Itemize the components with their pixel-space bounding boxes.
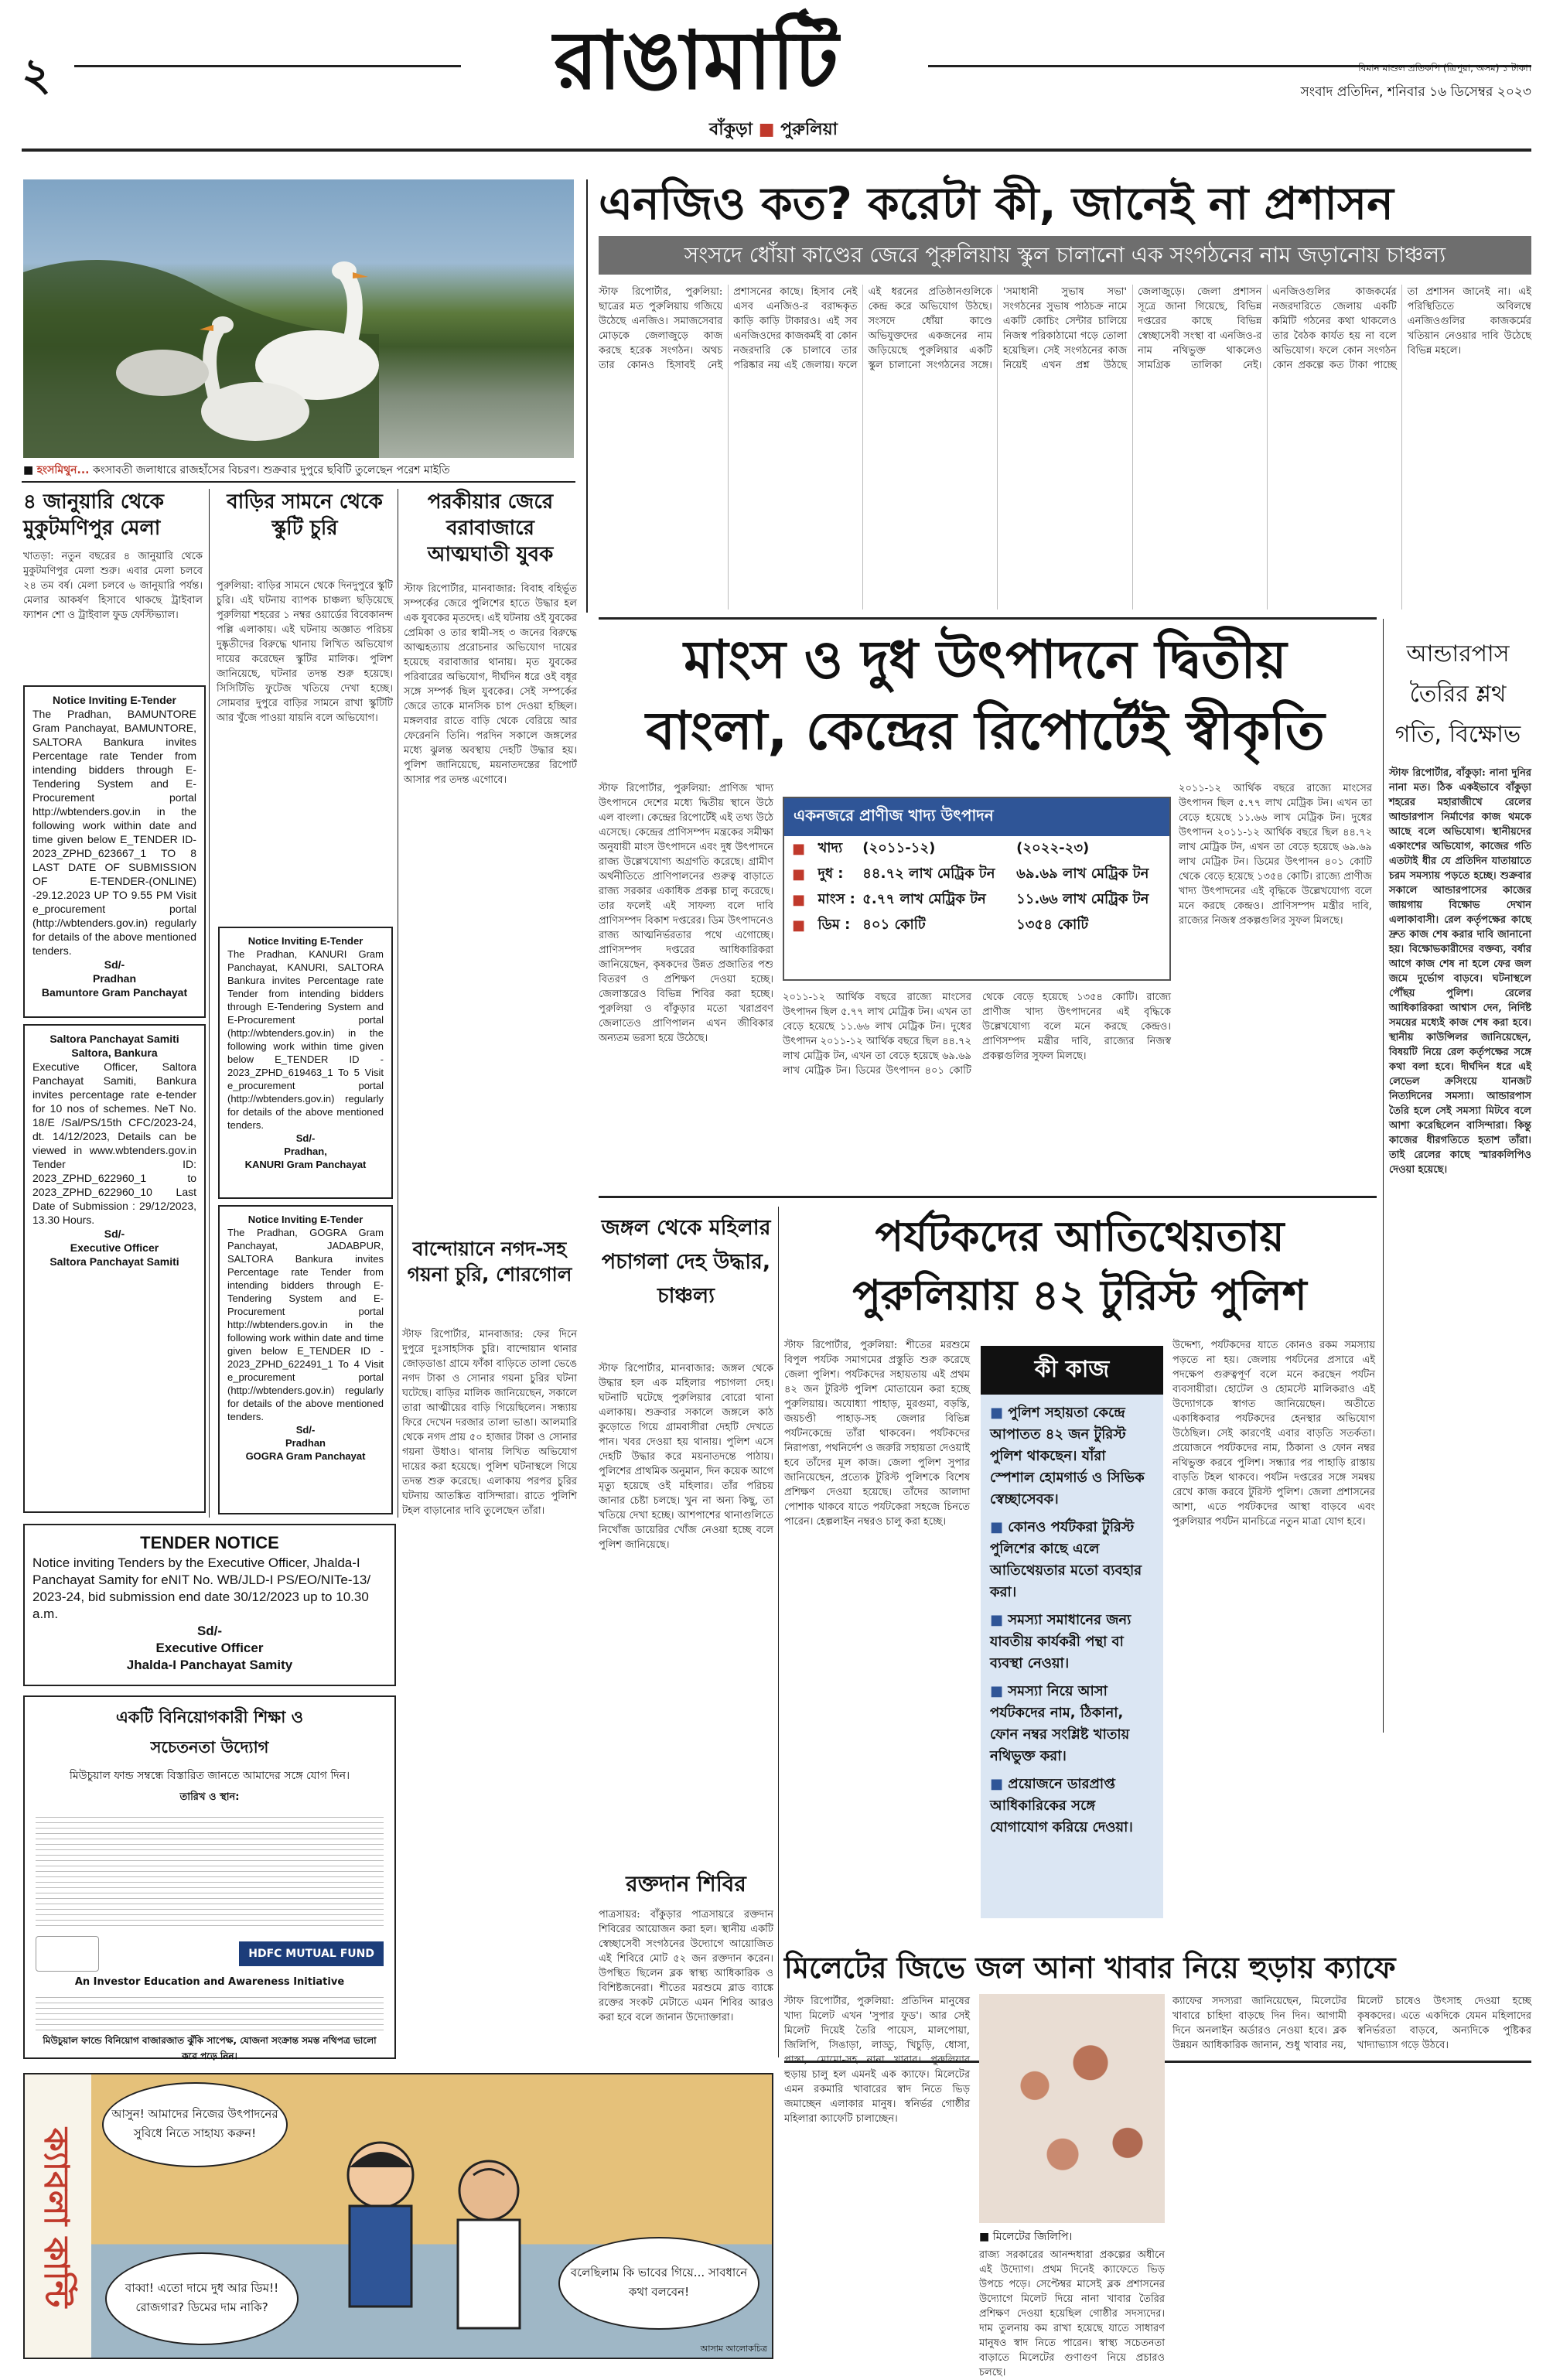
scooty-headline: বাড়ির সামনে থেকে স্কুটি চুরি	[227, 490, 383, 540]
table-cell: ১৩৫৪ কোটি	[1016, 917, 1089, 933]
tender-gogra-title: Notice Inviting E-Tender	[247, 1214, 364, 1225]
tourist-body: স্টাফ রিপোর্টার, পুরুলিয়া: শীতের মরশুমে বিপুল পর্যটক সমাগমের প্রস্তুতি শুরু করেছে জেলা পুলিশ। পর্যটকদের সহায়তায় এই প্রথম ৪২ জন টুরিস্ট পুলিশ মোতায়েন করা হচ্ছে পুরুলিয়ায়। অযোধ্যা পাহাড়, মুরগুমা, বড়ন্তি, জয়চণ্ডী পাহাড়-সহ জেলার বিভিন্ন পর্যটনকেন্দ্রে তাঁরা থাকবেন। পর্যটকদের নিরাপত্তা, পথনির্দেশ ও জরুরি সহায়তা দেওয়াই হবে তাঁদের মূল কাজ। জেলা পুলিশ সুপার জানিয়েছেন, প্রত্যেক টুরিস্ট পুলিশকে বিশেষ প্রশিক্ষণ দেওয়া হয়েছে। তাঁদের আলাদা পোশাক থাকবে যাতে পর্যটকেরা সহজে চিনতে পারেন। হেল্পলাইন নম্বরও চালু করা হচ্ছে।	[784, 1340, 970, 1528]
table-cell: ৫.৭৭ লাখ মেট্রিক টন	[862, 891, 986, 907]
goose-photo	[23, 179, 574, 458]
table-cell: ১১.৬৬ লাখ মেট্রিক টন	[1016, 891, 1149, 907]
suicide-headline: পরকীয়ার জেরে বরাবাজারে আত্মঘাতী যুবক	[427, 490, 554, 566]
table-cell: (২০২২-২৩)	[1016, 840, 1090, 856]
cartoon-characters	[319, 2121, 551, 2353]
jungle-body: স্টাফ রিপোর্টার, মানবাজার: জঙ্গল থেকে উদ্ধার হল এক মহিলার পচাগলা দেহ। ঘটনাটি ঘটেছে পুরুলিয়ার বোরো থানা এলাকায়। শুক্রবার সকালে জঙ্গলে কাঠ কুড়োতে গিয়ে গ্রামবাসীরা দেহটি দেখতে পান। খবর দেওয়া হয় থানায়। পুলিশ এসে দেহটি উদ্ধার করে ময়নাতদন্তে পাঠায়। পুলিশের প্রাথমিক অনুমান, দিন কয়েক আগে মৃত্যু হয়েছে ওই মহিলার। তাঁর পরিচয় জানার চেষ্টা চলছে। খুন না অন্য কিছু, তা খতিয়ে দেখা হচ্ছে। আশপাশের থানাগুলিতে নিখোঁজ ডায়েরির খোঁজ নেওয়া হচ্ছে বলে পুলিশ জানিয়েছে।	[599, 1363, 773, 1551]
tourist-box-item-text: সমস্যা সমাধানের জন্য যাবতীয় কার্যকরী পন্থা বা ব্যবস্থা নেওয়া।	[990, 1612, 1131, 1671]
tender-bamuntore-role: Pradhan	[92, 972, 136, 985]
caption-bullet-icon: ■	[23, 464, 37, 476]
table-bullet-icon: ■	[792, 841, 806, 857]
rule-meat-top	[599, 617, 1377, 620]
meat-table-grid	[784, 836, 1169, 938]
cartoon-bubble-3	[558, 2237, 759, 2330]
tender-jhalda-org: Jhalda-I Panchayat Samity	[126, 1658, 293, 1672]
edition-info	[1207, 62, 1531, 77]
tender-saltora-title: Saltora Panchayat Samiti	[49, 1033, 179, 1045]
table-cell: দুধ :	[817, 866, 844, 882]
millet-photo	[979, 1994, 1165, 2223]
cartoon-bubble-3-text: বলেছিলাম কি ভাবের গিয়ে... সাবধানে কথা বলবেন!	[570, 2266, 748, 2299]
tender-jhalda-sign: Sd/-	[196, 1624, 223, 1638]
table-cell: ৪৪.৭২ লাখ মেট্রিক টন	[862, 866, 995, 882]
cartoon-bubble-2	[105, 2252, 299, 2345]
lead-subhead	[599, 236, 1531, 275]
millet-caption-text: মিলেটের জিলিপি।	[992, 2231, 1073, 2243]
tourist-body-2: উদ্দেশ্য, পর্যটকদের যাতে কোনও রকম সমস্যায় পড়তে না হয়। জেলায় পর্যটনের প্রসারে এই পদক্ষেপ গুরুত্বপূর্ণ বলে মনে করছেন পর্যটন ব্যবসায়ীরা। হোটেল ও হোমস্টে মালিকরাও এই উদ্যোগকে স্বাগত জানিয়েছেন। অতীতে একাধিকবার পর্যটকদের হেনস্থার অভিযোগ উঠেছিল। সেই কারণেই এবার বাড়তি সতর্কতা। প্রয়োজনে পর্যটকদের নাম, ঠিকানা ও ফোন নম্বর নথিভুক্ত করবে পুলিশ। সন্ধ্যার পর পাহাড়ি রাস্তায় বাড়তি টহল থাকবে। পর্যটন দপ্তরের সঙ্গে সমন্বয় রেখে কাজ করবে টুরিস্ট পুলিশ। জেলা প্রশাসনের আশা, এতে পর্যটকদের আস্থা বাড়বে এবং পুরুলিয়ার পর্যটন মানচিত্রে নতুন মাত্রা যোগ হবে।	[1172, 1340, 1375, 1528]
blood-body: পাত্রসায়র: বাঁকুড়ার পাত্রসায়রে রক্তদান শিবিরের আয়োজন করা হল। স্থানীয় একটি স্বেচ্ছাসেবী সংগঠনের উদ্যোগে আয়োজিত এই শিবিরে মোট ৫২ জন রক্তদান করেন। উপস্থিত ছিলেন ব্লক স্বাস্থ্য আধিকারিক ও বিশিষ্টজনেরা। শীতের মরশুমে ব্লাড ব্যাঙ্কে রক্তের সংকট মেটাতে এমন শিবির আরও করা হবে বলে জানান উদ্যোক্তারা।	[599, 1909, 773, 2023]
suicide-body: স্টাফ রিপোর্টার, মানবাজার: বিবাহ বহির্ভূত সম্পর্কের জেরে পুলিশের হাতে উদ্ধার হল এক যুবকের মৃতদেহ। এই ঘটনায় ওই যুবকের প্রেমিকা ও তার স্বামী-সহ ৩ জনের বিরুদ্ধে আত্মহত্যায় প্ররোচনার অভিযোগ দায়ের হয়েছে বরাবাজার থানায়। মৃত যুবকের পরিবারের অভিযোগ, দীর্ঘদিন ধরে ওই বধূর সঙ্গে সম্পর্ক ছিল যুবকের। সেই সম্পর্কের জেরে তাকে মানসিক চাপ দেওয়া হচ্ছিল। মঙ্গলবার রাতে বাড়ি থেকে বেরিয়ে আর ফেরেননি তিনি। পরদিন সকালে জঙ্গলের মধ্যে ঝুলন্ত অবস্থায় দেহটি উদ্ধার হয়। পুলিশ জানিয়েছে, ময়নাতদন্তের রিপোর্ট আসার পর তদন্ত এগোবে।	[404, 583, 577, 786]
caption-tag: হংসমিথুন...	[36, 464, 90, 476]
cartoon-credit: আসাম আলোকচিত্র	[700, 2344, 767, 2354]
scooty-body: পুরুলিয়া: বাড়ির সামনে থেকে দিনদুপুরে স্কুটি চুরি। এই ঘটনায় ব্যাপক চাঞ্চল্য ছড়িয়েছে পুরুলিয়া শহরের ১ নম্বর ওয়ার্ডের বিবেকানন্দ পল্লি এলাকায়। এই ঘটনায় অজ্ঞাত পরিচয় দুষ্কৃতীদের বিরুদ্ধে থানায় লিখিত অভিযোগ দায়ের করেছেন স্কুটির মালিক। পুলিশ জানিয়েছে, ঘটনার তদন্ত শুরু হয়েছে। সিসিটিভি ফুটেজ খতিয়ে দেখা হচ্ছে। সোমবার দুপুরে বাড়ির সামনে রাখা স্কুটিটি আর খুঁজে পাওয়া যায়নি বলে অভিযোগ।	[217, 580, 393, 724]
investor-ad-fineprint	[36, 1812, 384, 1928]
tourist-box-item-text: সমস্যা নিয়ে আসা পর্যটকদের নাম, ঠিকানা, ফোন নম্বর সংশ্লিষ্ট খাতায় নথিভুক্ত করা।	[990, 1683, 1130, 1764]
jungle-headline: জঙ্গল থেকে মহিলার পচাগলা দেহ উদ্ধার, চাঞ্চল্য	[601, 1216, 771, 1308]
investor-ad-title1: একটি বিনিয়োগকারী শিক্ষা ও	[115, 1708, 304, 1726]
district-bankura: বাঁকুড়া	[708, 120, 753, 139]
table-cell: (২০১১-১২)	[862, 840, 936, 856]
tender-kanuri-sign: Sd/-	[295, 1132, 316, 1144]
tourist-box-title: কী কাজ	[981, 1346, 1163, 1395]
page-number: ২	[22, 48, 51, 101]
cartoon-bubble-1	[102, 2082, 288, 2167]
millet-body-2: রাজ্য সরকারের আনন্দধারা প্রকল্পের অধীনে এই উদ্যোগ। প্রথম দিনেই ক্যাফেতে ভিড় উপচে পড়ে। সেপ্টেম্বর মাসেই ব্লক প্রশাসনের উদ্যোগে মিলেট দিয়ে নানা খাবার তৈরির প্রশিক্ষণ দেওয়া হয়েছিল গোষ্ঠীর সদস্যদের। দাম তুলনায় কম রাখা হয়েছে যাতে সাধারণ মানুষও স্বাদ নিতে পারেন। স্বাস্থ্য সচেতনতা বাড়াতে মিলেটের গুণাগুণ নিয়ে প্রচারও চলছে।	[979, 2249, 1165, 2378]
tender-gogra-sign: Sd/-	[295, 1424, 316, 1436]
tender-bamuntore-org: Bamuntore Gram Panchayat	[41, 986, 188, 999]
rule-under-photo	[22, 481, 575, 483]
meat-body-2: ২০১১-১২ আর্থিক বছরে রাজ্যে মাংসের উৎপাদন ছিল ৫.৭৭ লাখ মেট্রিক টন। এখন তা বেড়ে হয়েছে ১১.৬৬ লাখ মেট্রিক টন। দুধের উৎপাদন ২০১১-১২ আর্থিক বছরে ছিল ৪৪.৭২ লাখ মেট্রিক টন, এখন তা বেড়ে হয়েছে ৬৯.৬৯ লাখ মেট্রিক টন। ডিমের উৎপাদন ৪০১ কোটি থেকে বেড়ে হয়েছে ১৩৫৪ কোটি। রাজ্যে প্রাণীজ খাদ্য উৎপাদনের এই বৃদ্ধিকে উল্লেখযোগ্য বলে মনে করছে কেন্দ্রও। প্রাণিসম্পদ মন্ত্রীর দাবি, রাজ্যের নিজস্ব প্রকল্পগুলির সুফল মিলছে।	[783, 992, 1171, 1077]
table-row	[784, 836, 1169, 862]
millet-body-3: ক্যাফের সদস্যরা জানিয়েছেন, মিলেটের খাবারে চাহিদা বাড়ছে দিন দিন। আগামী দিনে অনলাইন অর্ডারও নেওয়া হবে। ব্লক উন্নয়ন আধিকারিক জানান, শুধু খাবার নয়, মিলেট চাষেও উৎসাহ দেওয়া হচ্ছে কৃষকদের। এতে একদিকে যেমন মহিলাদের স্বনির্ভরতা বাড়বে, অন্যদিকে পুষ্টিকর খাদ্যাভ্যাস গড়ে উঠবে।	[1172, 1996, 1531, 2051]
millet-body: স্টাফ রিপোর্টার, পুরুলিয়া: প্রতিদিন মানুষের খাদ্য মিলেট এখন 'সুপার ফুড'। আর সেই মিলেট দিয়েই তৈরি পায়েস, মালপোয়া, জিলিপি, সিঙাড়া, লাড্ডু, খিচুড়ি, ধোসা, পাস্তা, মোমো-সহ নানা খাবার। পুরুলিয়ার হুড়ায় চালু হল এমনই এক ক্যাফে। মিলেটের এমন রকমারি খাবারের স্বাদ নিতে ভিড় জমাচ্ছেন এলাকার মানুষ। স্বনির্ভর গোষ্ঠীর মহিলারা ক্যাফেটি চালাচ্ছেন।	[784, 1996, 970, 2125]
azadi-logo-icon	[36, 1936, 99, 1972]
tender-jhalda-title: TENDER NOTICE	[140, 1533, 279, 1552]
table-bullet-icon: ■	[792, 917, 806, 934]
table-row	[784, 887, 1169, 913]
underpass-headline-2: তৈরির শ্লথ	[1409, 681, 1507, 708]
tender-gogra-body: The Pradhan, GOGRA Gram Panchayat, JADABPUR, SALTORA Bankura invites Percentage rate Tender from intending bidders through E-Tendering System and E-Procurement portal http://wbtenders.gov.in in the following work within date and time given below E_TENDER ID - 2023_ZPHD_622491_1 To 4 Visit e_procurement portal (http://wbtenders.gov.in) regularly for details of the above mentioned tenders.	[227, 1227, 384, 1422]
underpass-headline	[1384, 634, 1531, 755]
tender-bamuntore-title: Notice Inviting E-Tender	[53, 694, 176, 706]
table-bullet-icon: ■	[792, 892, 806, 908]
meat-headline-2: বাংলা, কেন্দ্রের রিপোর্টেই স্বীকৃতি	[646, 701, 1325, 762]
underpass-body: স্টাফ রিপোর্টার, বাঁকুড়া: নানা দুনির নানা মত। ঠিক একইভাবে বাঁকুড়া শহরের মহারাজীখে রেলের আন্ডারপাস নির্মাণের কাজ থমকে আছে বলে অভিযোগ। স্থানীয়দের একাংশের অভিযোগ, কাজের গতি এতটাই ধীর যে প্রতিদিন যাতায়াতে চরম সমস্যায় পড়তে হচ্ছে। শুক্রবার সকালে আন্ডারপাসের কাজের জায়গায় বিক্ষোভ দেখান এলাকাবাসী। রেল কর্তৃপক্ষের কাছে দ্রুত কাজ শেষ করার দাবি জানানো হয়। বিক্ষোভকারীদের বক্তব্য, বর্ষার আগে কাজ শেষ না হলে ফের জল জমে দুর্ভোগ বাড়বে। ঘটনাস্থলে পৌঁছয় পুলিশ। রেলের আধিকারিকরা আশ্বাস দেন, নির্দিষ্ট সময়ের মধ্যেই কাজ শেষ করা হবে। স্থানীয় কাউন্সিলর জানিয়েছেন, বিষয়টি নিয়ে রেল কর্তৃপক্ষের সঙ্গে কথা বলা হবে। দীর্ঘদিন ধরে এই লেভেল ক্রসিংয়ে যানজট নিত্যদিনের সমস্যা। আন্ডারপাস তৈরি হলে সেই সমস্যা মিটবে বলে আশা করেছিলেন বাসিন্দারা। কিন্তু কাজের ধীরগতিতে হতাশ তাঁরা। তাই রেলের কাছে স্মারকলিপিও দেওয়া হয়েছে।	[1389, 767, 1531, 1176]
tender-saltora-org: Saltora Panchayat Samiti	[49, 1255, 179, 1268]
col-divider-mid	[778, 1207, 779, 2057]
tourist-box-item-text: কোনও পর্যটকরা টুরিস্ট পুলিশের কাছে এলে আতিথেয়তার মতো ব্যবহার করা।	[990, 1519, 1142, 1600]
lead-headline: এনজিও কত? করেটা কী, জানেই না প্রশাসন	[599, 177, 1394, 230]
table-cell: ডিম :	[817, 917, 851, 933]
investor-ad-date-label: তারিখ ও স্থান:	[179, 1791, 240, 1803]
mukutmanipur-body: খাতড়া: নতুন বছরের ৪ জানুয়ারি থেকে মুকুটমণিপুর মেলা শুরু। এবার মেলা চলবে ২৪ তম বর্ষ। মেলা চলবে ৬ জানুয়ারি পর্যন্ত। মেলার আকর্ষণ হিসাবে থাকছে ট্রাইবাল ফ্যাশন শো ও ট্রাইবাল ফুড ফেস্টিভ্যাল।	[23, 551, 203, 621]
cartoon-strip	[23, 2073, 773, 2359]
tender-bamuntore-sign: Sd/-	[104, 958, 125, 971]
masthead-title: রাঙামাটি	[553, 13, 839, 108]
tender-kanuri-body: The Pradhan, KANURI Gram Panchayat, KANURI, SALTORA Bankura invites Percentage rate Tender from intending bidders through E-Tendering System and E-Procurement portal (http://wbtenders.gov.in) in the following work within time given below E_TENDER ID - 2023_ZPHD_619463_1 To 5 Visit e_procurement portal (http://wbtenders.gov.in) regularly for details of the above mentioned tenders.	[227, 948, 384, 1131]
tender-bamuntore	[23, 685, 206, 1018]
box-bullet-icon: ■	[990, 1683, 1009, 1699]
cartoon-bubble-1-text: আসুন! আমাদের নিজের উৎপাদনের সুবিধে নিতে সাহায্য করুন!	[111, 2107, 278, 2140]
meat-body-3: ২০১১-১২ আর্থিক বছরে রাজ্যে মাংসের উৎপাদন ছিল ৫.৭৭ লাখ মেট্রিক টন। এখন তা বেড়ে হয়েছে ১১.৬৬ লাখ মেট্রিক টন। দুধের উৎপাদন ২০১১-১২ আর্থিক বছরে ছিল ৪৪.৭২ লাখ মেট্রিক টন, এখন তা বেড়ে হয়েছে ৬৯.৬৯ লাখ মেট্রিক টন। ডিমের উৎপাদন ৪০১ কোটি থেকে বেড়ে হয়েছে ১৩৫৪ কোটি। রাজ্যে প্রাণীজ খাদ্য উৎপাদনের এই বৃদ্ধিকে উল্লেখযোগ্য বলে মনে করছে কেন্দ্রও। প্রাণিসম্পদ মন্ত্রীর দাবি, রাজ্যের নিজস্ব প্রকল্পগুলির সুফল মিলছে।	[1179, 783, 1372, 927]
tender-jhalda-role: Executive Officer	[155, 1641, 264, 1655]
tender-gogra-role: Pradhan	[285, 1437, 326, 1449]
tourist-headline-2: পুরুলিয়ায় ৪২ টুরিস্ট পুলিশ	[852, 1271, 1307, 1320]
tourist-box-item	[990, 1610, 1154, 1675]
masthead-bottom-rule	[22, 149, 1531, 152]
meat-table-title: একনজরে প্রাণীজ খাদ্য উৎপাদন	[784, 798, 1169, 836]
investor-ad-disclaimer: মিউচুয়াল ফান্ডে বিনিয়োগ বাজারজাত ঝুঁকি সাপেক্ষ, যোজনা সংক্রান্ত সমস্ত নথিপত্র ভালো করে পড়ে নিন।	[43, 2035, 377, 2061]
district-line	[619, 116, 928, 145]
cartoon-bubble-2-text: বাব্বা! এতো দামে দুধ আর ডিম!! রোজগার? ডিমের দাম নাকি?	[125, 2281, 279, 2314]
table-cell: খাদ্য	[817, 840, 843, 856]
table-cell: মাংস :	[817, 891, 855, 907]
tender-kanuri-title: Notice Inviting E-Tender	[247, 935, 364, 947]
tourist-box-item	[990, 1681, 1154, 1767]
meat-table	[783, 797, 1171, 981]
district-purulia: পুরুলিয়া	[780, 120, 838, 139]
investor-ad	[23, 1695, 396, 2059]
tender-saltora-body: Executive Officer, Saltora Panchayat Samiti, Bankura invites percentage rate e-tender for 10 nos of schemes. NeT No. 18/E /Sal/PS/15th CFC/2023-24, dt. 14/12/2023, Details can be viewed in www.wbtenders.gov.in Tender ID: 2023_ZPHD_622960_1 to 2023_ZPHD_622960_10 Last Date of Submission : 29/12/2023, 13.30 Hours.	[32, 1060, 196, 1226]
tender-saltora	[23, 1024, 206, 1513]
table-cell: ৪০১ কোটি	[862, 917, 926, 933]
hdfc-logo: HDFC MUTUAL FUND	[239, 1941, 384, 1966]
tender-jhalda	[23, 1524, 396, 1686]
tender-saltora-place: Saltora, Bankura	[71, 1047, 158, 1059]
tourist-box-item-text: পুলিশ সহায়তা কেন্দ্রে আপাতত ৪২ জন টুরিস্ট পুলিশ থাকছেন। যাঁরা স্পেশাল হোমগার্ড ও সিভিক স্বেচ্ছাসেবক।	[990, 1405, 1145, 1508]
table-bullet-icon: ■	[792, 866, 806, 883]
col-divider-right	[1383, 619, 1384, 1733]
tourist-box-item-text: প্রয়োজনে ডারপ্রাপ্ত আধিকারিকের সঙ্গে যোগাযোগ করিয়ে দেওয়া।	[990, 1776, 1133, 1835]
tourist-box	[981, 1346, 1163, 1918]
millet-caption	[979, 2228, 1165, 2246]
tender-kanuri	[218, 927, 393, 1199]
box-bullet-icon: ■	[990, 1612, 1009, 1628]
goose-illustration	[23, 179, 574, 458]
table-row	[784, 862, 1169, 887]
edition-date: সংবাদ প্রতিদিন, শনিবার ১৬ ডিসেম্বর ২০২৩	[1300, 84, 1531, 100]
tender-kanuri-org: KANURI Gram Panchayat	[244, 1159, 367, 1170]
tender-kanuri-role: Pradhan,	[284, 1146, 327, 1157]
millet-headline-visible: মিলেটের জিভে জল আনা খাবার নিয়ে হুড়ায় ক্যাফে	[784, 1948, 1531, 1988]
meat-body: স্টাফ রিপোর্টার, পুরুলিয়া: প্রাণিজ খাদ্য উৎপাদনে দেশের মধ্যে দ্বিতীয় স্থানে উঠে এল বাংলা। কেন্দ্রের রিপোর্টেই এই তথ্য উঠে এসেছে। কেন্দ্রের প্রাণিসম্পদ মন্ত্রকের সমীক্ষা অনুযায়ী মাংস উৎপাদনে এবং দুধ উৎপাদনে রাজ্য উল্লেখযোগ্য অগ্রগতি করেছে। গ্রামীণ অর্থনীতিতে প্রাণিপালনের গুরুত্ব বাড়াতে রাজ্য সরকার একাধিক প্রকল্প চালু করেছে। তার ফলেই এই সাফল্য বলে দাবি প্রাণিসম্পদ বিকাশ দপ্তরের। ডিম উৎপাদনেও রাজ্য আত্মনির্ভরতার পথে এগোচ্ছে। প্রাণিসম্পদ দপ্তরের আধিকারিকরা জানিয়েছেন, কৃষকদের উন্নত প্রজাতির পশু বিতরণ ও প্রশিক্ষণ দেওয়া হচ্ছে। জেলাস্তরেও বিভিন্ন শিবির করা হচ্ছে। পুরুলিয়া ও বাঁকুড়ার মতো খরাপ্রবণ জেলাতেও প্রাণিপালন এখন জীবিকার অন্যতম ভরসা হয়ে উঠেছে।	[599, 783, 773, 1044]
investor-ad-bottomprint	[36, 1992, 384, 2031]
tender-bamuntore-body: The Pradhan, BAMUNTORE Gram Panchayat, BAMUNTORE, SALTORA Bankura invites Percentage rate Tender from intending bidders through E-Tendering System and E-Procurement portal http://wbtenders.gov.in in the following work within date and time given below E_TENDER ID-2023_ZPHD_623667_1 TO 8 LAST DATE OF SUBMISSION OF E-TENDER-(ONLINE) -29.12.2023 UP TO 9.55 PM Visit e_procurement portal (http://wbtenders.gov.in) regularly for details of the above mentioned tenders.	[32, 708, 196, 957]
mukutmanipur-headline: ৪ জানুয়ারি থেকে মুকুটমণিপুর মেলা	[23, 490, 164, 540]
investor-ad-title2: সচেতনতা উদ্যোগ	[150, 1738, 269, 1757]
tourist-box-item	[990, 1517, 1154, 1603]
goose-caption	[23, 461, 574, 480]
tourist-box-item	[990, 1402, 1154, 1511]
masthead-rule-left	[74, 65, 461, 67]
box-bullet-icon: ■	[990, 1776, 1009, 1792]
bandoan-body: স্টাফ রিপোর্টার, মানবাজার: ফের দিনে দুপুরে দুঃসাহসিক চুরি। বান্দোয়ান থানার জোড়ডাঙা গ্রামে ফাঁকা বাড়িতে তালা ভেঙে নগদ টাকা ও সোনার গয়না চুরির ঘটনা ঘটেছে। বাড়ির মালিক জানিয়েছেন, সকালে তারা আত্মীয়ের বাড়ি গিয়েছিলেন। সন্ধ্যায় ফিরে দেখেন দরজার তালা ভাঙা। আলমারি থেকে নগদ প্রায় ৫০ হাজার টাকা ও সোনার গয়না উধাও। থানায় লিখিত অভিযোগ দায়ের করা হয়েছে। পুলিশ ঘটনাস্থলে গিয়ে তদন্ত শুরু করেছে। এলাকায় পরপর চুরির ঘটনায় আতঙ্কিত বাসিন্দারা। রাতে পুলিশি টহল বাড়ানোর দাবি তুলেছেন তাঁরা।	[402, 1329, 577, 1517]
box-bullet-icon: ■	[990, 1519, 1009, 1535]
cartoon-series-title: ক্যাবলা কান্টি	[36, 2127, 76, 2308]
investor-ad-logos	[36, 1936, 384, 1972]
underpass-headline-3: গতি, বিক্ষোভ	[1394, 721, 1521, 748]
tender-saltora-role: Executive Officer	[70, 1241, 159, 1254]
tender-gogra	[218, 1205, 393, 1514]
underpass-headline-1: আন্ডারপাস	[1406, 640, 1510, 668]
rule-lower-block	[599, 1196, 1377, 1198]
box-bullet-icon: ■	[990, 1405, 1009, 1421]
edition-price: বিমান মাশুল প্রতিকপি (ত্রিপুরা, অসম) ১ টাকা।	[1358, 63, 1531, 73]
tender-gogra-org: GOGRA Gram Panchayat	[245, 1450, 366, 1462]
investor-ad-line: মিউচুয়াল ফান্ড সম্বন্ধে বিস্তারিত জানতে আমাদের সঙ্গে যোগ দিন।	[69, 1770, 350, 1782]
caption-bullet-icon: ■	[979, 2231, 993, 2243]
bandoan-headline: বান্দোয়ানে নগদ-সহ গয়না চুরি, শোরগোল	[407, 1238, 572, 1286]
caption-text: কংসাবতী জলাধারে রাজহাঁসের বিচরণ। শুক্রবার দুপুরে ছবিটি তুলেছেন পরেশ মাইতি	[92, 464, 450, 476]
blood-headline: রক্তদান শিবির	[626, 1871, 746, 1897]
district-separator-icon: ■	[758, 120, 775, 139]
column-rule	[586, 179, 588, 613]
lead-subhead-text: সংসদে ধোঁয়া কাণ্ডের জেরে পুরুলিয়ায় স্কুল চালানো এক সংগঠনের নাম জড়ানোয় চাঞ্চল্য	[684, 242, 1446, 268]
meat-headline-1: মাংস ও দুধ উৎপাদনে দ্বিতীয়	[684, 630, 1287, 691]
table-cell: ৬৯.৬৯ লাখ মেট্রিক টন	[1016, 866, 1149, 882]
lead-body: স্টাফ রিপোর্টার, পুরুলিয়া: ছাত্রের মত পুরুলিয়ায় গজিয়ে উঠেছে এনজিও। সমাজসেবার মোড়কে জেলাজুড়ে কাজ করছে হরেক সংগঠন। অথচ তার কোনও হিসাবই নেই প্রশাসনের কাছে। হিসাব নেই এসব এনজিও-র বরাদ্দকৃত কাড়ি কাড়ি টাকারও। এই সব এনজিওদের কাজকর্মই বা কোন নজরদারি কে চালাবে তার পরিষ্কার নয় এই জেলায়। ফলে এই ধরনের প্রতিষ্ঠানগুলিকে কেন্দ্র করে অভিযোগ উঠছে। সংসদে ধোঁয়া কাণ্ডে অভিযুক্তদের একজনের নাম জড়িয়েছে পুরুলিয়ার একটি স্কুল চালানো সংগঠনের সঙ্গে। 'সমাধানী সুভাষ সভা' সংগঠনের সুভাষ পাঠচক্র নামে একটি কোচিং সেন্টার চালিয়ে নিজস্ব পরিকাঠামো গড়ে তোলা হয়েছিল। সেই সংগঠনের কাজ নিয়েই এখন প্রশ্ন উঠছে জেলাজুড়ে। জেলা প্রশাসন সূত্রে জানা গিয়েছে, বিভিন্ন দপ্তরের কাছে বিভিন্ন স্বেচ্ছাসেবী সংস্থা বা এনজিও-র নাম নথিভুক্ত থাকলেও সামগ্রিক তালিকা নেই। এনজিওগুলির কাজকর্মের নজরদারিতে জেলায় একটি কমিটি গঠনের কথা থাকলেও তার বৈঠক কার্যত হয় না বলে অভিযোগ। ফলে কোন সংগঠন কোন প্রকল্পে কত টাকা পাচ্ছে তা প্রশাসন জানেই না। এই পরিস্থিতিতে অবিলম্বে এনজিওগুলির কাজকর্মের খতিয়ান নেওয়ার দাবি উঠেছে বিভিন্ন মহলে।	[599, 286, 1531, 371]
col-divider-1	[209, 489, 210, 1518]
tourist-box-item	[990, 1774, 1154, 1839]
tender-saltora-sign: Sd/-	[104, 1228, 125, 1240]
investor-ad-footer: An Investor Education and Awareness Initiative	[74, 1976, 345, 1988]
table-row	[784, 913, 1169, 938]
tourist-headline-1: পর্যটকদের আতিথেয়তায়	[875, 1212, 1285, 1261]
tender-jhalda-body: Notice inviting Tenders by the Executive Officer, Jhalda-I Panchayat Samity for eNIT No. WB/JLD-I PS/EO/NITe-13/ 2023-24, bid submission end date 30/12/2023 up to 10.30 a.m.	[32, 1555, 371, 1621]
